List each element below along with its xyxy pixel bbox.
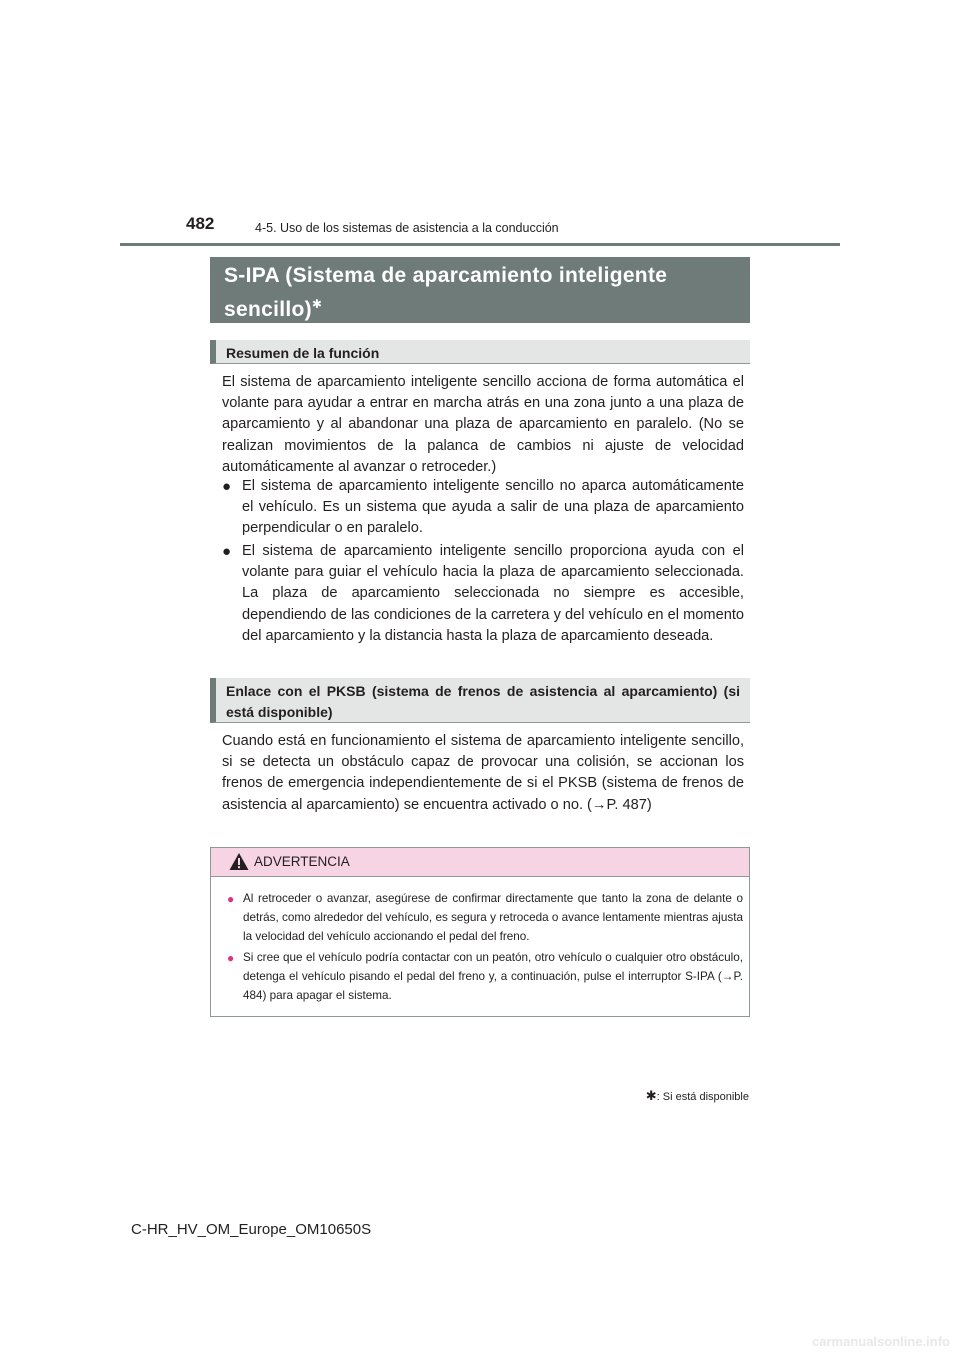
bullet-icon: ● xyxy=(222,543,232,560)
running-header: 4-5. Uso de los sistemas de asistencia a la conducción xyxy=(255,221,559,235)
section-heading-pksb: Enlace con el PKSB (sistema de frenos de asistencia al aparcamiento) (si está disponible) xyxy=(210,678,750,723)
summary-paragraph: El sistema de aparcamiento inteligente sencillo acciona de forma automática el volante para ayudar a entrar en marcha atrás en una zona junto a una plaza de aparcamiento y al abandonar una plaza de aparcamiento en paralelo. (No se realizan movimientos de la palanca de cambios ni ajuste de velocidad automáticamente al avanzar o retroceder.) xyxy=(222,374,744,475)
watermark: carmanualsonline.info xyxy=(812,1334,950,1349)
warning-item xyxy=(227,890,743,946)
footnote-text: : Si está disponible xyxy=(656,1091,749,1103)
section-heading-summary: Resumen de la función xyxy=(210,340,750,364)
warning-box xyxy=(210,847,750,1017)
pksb-paragraph: Cuando está en funcionamiento el sistema de aparcamiento inteligente sencillo, si se detecta un obstáculo capaz de provocar una colisión, se accionan los frenos de emergencia independientemente de si el PKSB (sistema de frenos de asistencia al aparcamiento) se encuentra activado o no. (→P. 487) xyxy=(222,733,744,813)
bullet-text: El sistema de aparcamiento inteligente sencillo no aparca automáticamente el vehículo. Es un sistema que ayuda a salir de una plaza de aparcamiento perpendicular o en paralelo. xyxy=(242,478,744,537)
bullet-icon: ● xyxy=(222,478,232,495)
page-title xyxy=(210,257,750,323)
warning-triangle-icon xyxy=(229,852,249,871)
footnote xyxy=(646,1088,749,1104)
bullet-icon: ● xyxy=(227,892,235,906)
warning-header xyxy=(211,848,749,877)
warning-title: ADVERTENCIA xyxy=(254,854,350,869)
header-rule xyxy=(120,243,840,246)
summary-bullet xyxy=(222,541,744,647)
footnote-asterisk: ✱ xyxy=(645,1088,657,1103)
page-number: 482 xyxy=(186,214,215,233)
warning-item-text: Si cree que el vehículo podría contactar con un peatón, otro vehículo o cualquier otro obstáculo, detenga el vehículo pisando el pedal del freno y, a continuación, pulse el interruptor S-IPA (→P. 484) para apagar el sistema. xyxy=(243,951,743,1002)
warning-item xyxy=(227,949,743,1005)
page-title-text: S-IPA (Sistema de aparcamiento inteligente sencillo) xyxy=(224,264,668,321)
availability-asterisk: ✱ xyxy=(311,297,323,311)
bullet-text: El sistema de aparcamiento inteligente sencillo proporciona ayuda con el volante para guiar el vehículo hacia la plaza de aparcamiento seleccionada. La plaza de aparcamiento seleccionada no siempre es accesible, dependiendo de las condiciones de la carretera y del vehículo en el momento del aparcamiento y la distancia hasta la plaza de aparcamiento deseada. xyxy=(242,543,744,644)
document-code: C-HR_HV_OM_Europe_OM10650S xyxy=(131,1221,372,1238)
warning-item-text: Al retroceder o avanzar, asegúrese de confirmar directamente que tanto la zona de delante o detrás, como alrededor del vehículo, es segura y retroceda o avance lentamente mientras ajusta la velocidad del vehículo accionando el pedal del freno. xyxy=(243,892,743,943)
bullet-icon: ● xyxy=(227,951,235,965)
summary-bullet xyxy=(222,476,744,540)
